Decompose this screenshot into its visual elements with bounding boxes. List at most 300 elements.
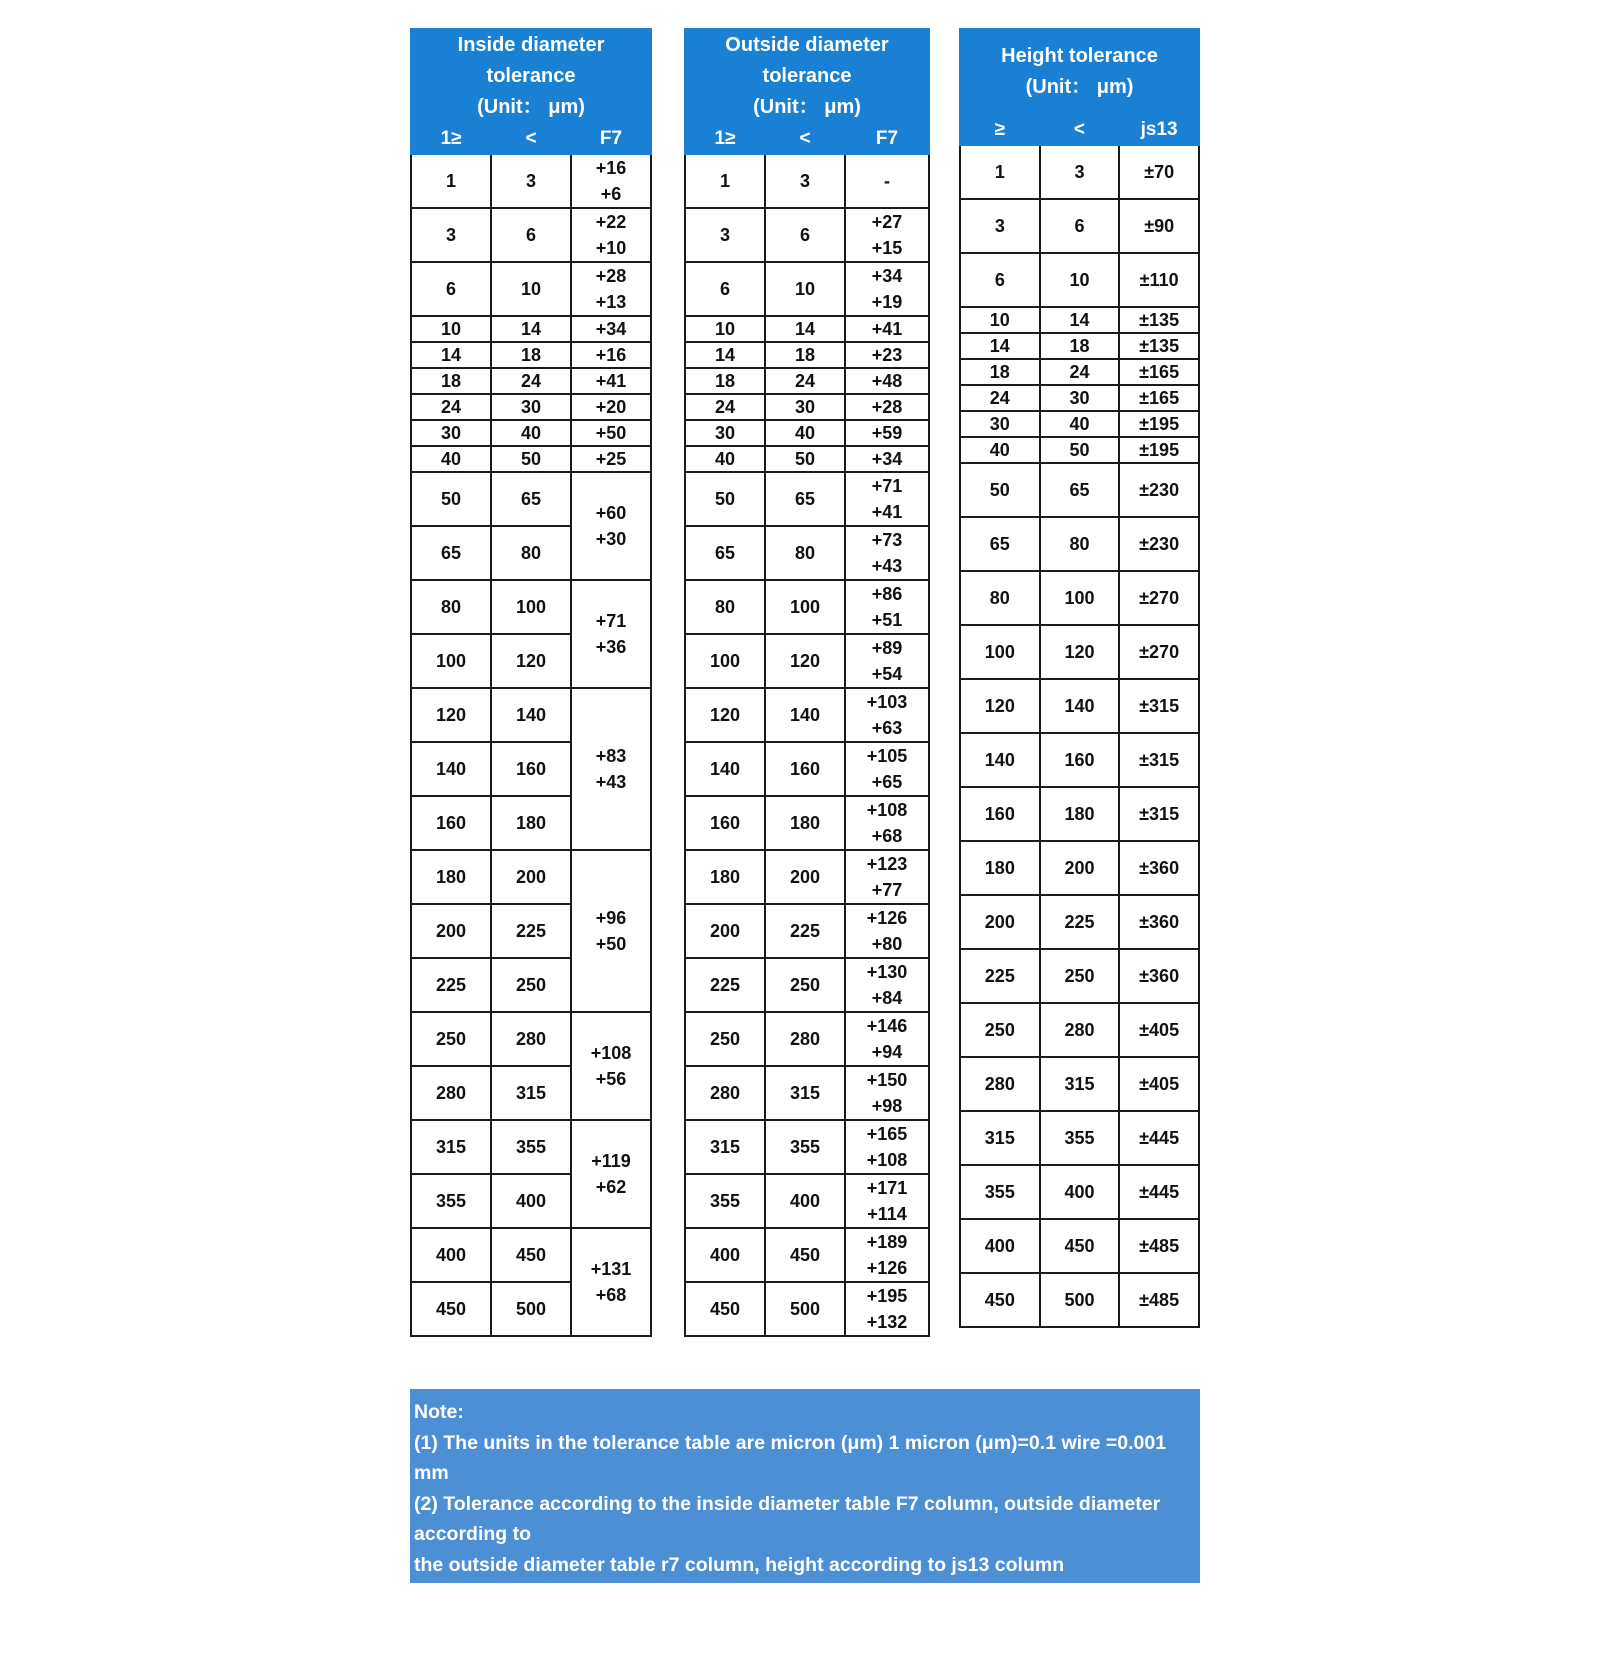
tolerance-cell: ±405 (1119, 1003, 1199, 1057)
range-to-cell: 450 (1040, 1219, 1120, 1273)
tolerance-cell (845, 634, 929, 688)
range-to-cell: 120 (491, 634, 571, 688)
range-from-cell: 65 (685, 526, 765, 580)
table-row (960, 787, 1199, 841)
tolerance-cell (571, 1228, 651, 1336)
table-row (960, 385, 1199, 411)
height-table-body (960, 145, 1199, 1327)
table-row (685, 262, 929, 316)
upper-deviation: +83 (595, 746, 627, 766)
range-from-cell: 120 (960, 679, 1040, 733)
table-row (685, 688, 929, 742)
table-row (685, 316, 929, 342)
range-from-cell: 50 (411, 472, 491, 526)
tolerance-pair (572, 905, 650, 957)
outside-title-line-1: Outside diameter tolerance (725, 34, 889, 87)
table-row (685, 1066, 929, 1120)
lower-deviation: +84 (871, 988, 903, 1008)
upper-deviation: +71 (871, 476, 903, 496)
outside-table-title (685, 29, 929, 124)
lower-deviation: +80 (871, 934, 903, 954)
range-to-cell: 315 (765, 1066, 845, 1120)
range-to-cell: 355 (491, 1120, 571, 1174)
range-to-cell: 30 (491, 394, 571, 420)
tolerance-pair (846, 473, 928, 525)
tolerance-cell: ±485 (1119, 1273, 1199, 1327)
upper-deviation: +108 (866, 800, 908, 820)
range-to-cell: 180 (765, 796, 845, 850)
upper-deviation: +171 (866, 1178, 908, 1198)
tolerance-cell: ±230 (1119, 463, 1199, 517)
range-to-cell: 140 (1040, 679, 1120, 733)
table-row (685, 850, 929, 904)
tolerance-pair (572, 1148, 650, 1200)
range-from-cell: 40 (960, 437, 1040, 463)
upper-deviation: +150 (866, 1070, 908, 1090)
tolerance-cell: +20 (571, 394, 651, 420)
range-to-cell: 200 (765, 850, 845, 904)
range-to-cell: 280 (765, 1012, 845, 1066)
tolerance-cell: +59 (845, 420, 929, 446)
tolerance-pair (846, 209, 928, 261)
lower-deviation: +36 (595, 637, 627, 657)
table-row (960, 949, 1199, 1003)
table-row (411, 1228, 651, 1282)
range-to-cell: 160 (1040, 733, 1120, 787)
range-from-cell: 225 (411, 958, 491, 1012)
lower-deviation: +108 (866, 1150, 908, 1170)
table-row (960, 359, 1199, 385)
inside-title-line-1: Inside diameter tolerance (457, 34, 605, 87)
upper-deviation: +86 (871, 584, 903, 604)
upper-deviation: +130 (866, 962, 908, 982)
range-from-cell: 250 (685, 1012, 765, 1066)
lower-deviation: +132 (866, 1312, 908, 1332)
range-to-cell: 500 (491, 1282, 571, 1336)
inside-col-lt: < (491, 124, 571, 154)
tolerance-cell: ±195 (1119, 437, 1199, 463)
range-to-cell: 160 (765, 742, 845, 796)
range-from-cell: 450 (685, 1282, 765, 1336)
tolerance-cell: ±165 (1119, 385, 1199, 411)
table-row (960, 571, 1199, 625)
range-from-cell: 180 (411, 850, 491, 904)
range-from-cell: 180 (685, 850, 765, 904)
note-line-1: (1) The units in the tolerance table are micron (μm) 1 micron (μm)=0.1 wire =0.001 mm (414, 1431, 1167, 1484)
range-to-cell: 10 (491, 262, 571, 316)
range-to-cell: 65 (1040, 463, 1120, 517)
tolerance-pair (846, 905, 928, 957)
table-row (960, 841, 1199, 895)
range-from-cell: 30 (960, 411, 1040, 437)
range-from-cell: 24 (411, 394, 491, 420)
range-to-cell: 315 (1040, 1057, 1120, 1111)
tolerance-cell (845, 1066, 929, 1120)
lower-deviation: +77 (871, 880, 903, 900)
lower-deviation: +30 (595, 529, 627, 549)
range-to-cell: 280 (1040, 1003, 1120, 1057)
range-from-cell: 250 (411, 1012, 491, 1066)
range-to-cell: 14 (491, 316, 571, 342)
tolerance-cell (845, 1228, 929, 1282)
table-row (411, 850, 651, 904)
tolerance-cell: ±360 (1119, 841, 1199, 895)
outside-col-ge: 1≥ (685, 124, 765, 154)
lower-deviation: +51 (871, 610, 903, 630)
range-from-cell: 315 (685, 1120, 765, 1174)
tolerance-pair (572, 500, 650, 552)
range-to-cell: 120 (1040, 625, 1120, 679)
inside-table-title (411, 29, 651, 124)
range-from-cell: 180 (960, 841, 1040, 895)
tolerance-cell: +28 (845, 394, 929, 420)
range-from-cell: 80 (685, 580, 765, 634)
inside-diameter-table (410, 28, 652, 1337)
range-from-cell: 18 (960, 359, 1040, 385)
range-to-cell: 14 (1040, 307, 1120, 333)
range-from-cell: 10 (685, 316, 765, 342)
table-row (685, 420, 929, 446)
range-from-cell: 400 (685, 1228, 765, 1282)
table-row (685, 394, 929, 420)
tolerance-cell: ±110 (1119, 253, 1199, 307)
upper-deviation: +27 (871, 212, 903, 232)
upper-deviation: +105 (866, 746, 908, 766)
tolerance-cell: ±90 (1119, 199, 1199, 253)
table-row (411, 368, 651, 394)
tolerance-pair (846, 1121, 928, 1173)
table-row (960, 145, 1199, 199)
range-to-cell: 100 (491, 580, 571, 634)
note-box (410, 1389, 1200, 1667)
outside-title-line-2: (Unit： μm) (753, 96, 861, 118)
range-to-cell: 3 (491, 154, 571, 208)
range-from-cell: 14 (685, 342, 765, 368)
table-row (411, 262, 651, 316)
outside-col-tol: F7 (845, 124, 929, 154)
height-col-ge: ≥ (960, 115, 1040, 145)
note-line-2a: (2) Tolerance according to the inside diameter table F7 column, outside diameter according to (414, 1492, 1161, 1545)
upper-deviation: +34 (871, 266, 903, 286)
range-from-cell: 160 (411, 796, 491, 850)
range-from-cell: 65 (411, 526, 491, 580)
tolerance-pair (846, 1229, 928, 1281)
range-to-cell: 50 (1040, 437, 1120, 463)
range-from-cell: 40 (685, 446, 765, 472)
tolerance-pair (846, 1283, 928, 1335)
range-to-cell: 6 (1040, 199, 1120, 253)
upper-deviation: +71 (595, 611, 627, 631)
table-row (960, 199, 1199, 253)
range-to-cell: 10 (1040, 253, 1120, 307)
height-table (959, 28, 1200, 1328)
table-row (685, 1012, 929, 1066)
note-heading: Note: (414, 1401, 464, 1423)
lower-deviation: +68 (871, 826, 903, 846)
range-from-cell: 140 (685, 742, 765, 796)
range-to-cell: 200 (491, 850, 571, 904)
upper-deviation: +119 (591, 1151, 631, 1171)
tolerance-cell (845, 472, 929, 526)
range-from-cell: 280 (960, 1057, 1040, 1111)
tolerance-pair (572, 209, 650, 261)
table-row (411, 446, 651, 472)
range-to-cell: 65 (765, 472, 845, 526)
tolerance-pair (846, 1175, 928, 1227)
lower-deviation: +65 (871, 772, 903, 792)
upper-deviation: +165 (866, 1124, 908, 1144)
tolerance-cell (571, 1012, 651, 1120)
tolerance-cell: +34 (571, 316, 651, 342)
range-from-cell: 100 (685, 634, 765, 688)
range-from-cell: 200 (685, 904, 765, 958)
upper-deviation: +96 (595, 908, 627, 928)
tolerance-cell: - (845, 154, 929, 208)
tolerance-pair (846, 851, 928, 903)
upper-deviation: +73 (871, 530, 903, 550)
inside-col-ge: 1≥ (411, 124, 491, 154)
tolerance-cell (571, 208, 651, 262)
table-row (960, 1165, 1199, 1219)
tolerance-cell (571, 1120, 651, 1228)
table-row (685, 526, 929, 580)
range-to-cell: 250 (491, 958, 571, 1012)
table-row (685, 154, 929, 208)
range-from-cell: 120 (685, 688, 765, 742)
range-to-cell: 10 (765, 262, 845, 316)
tolerance-cell: ±270 (1119, 571, 1199, 625)
range-to-cell: 200 (1040, 841, 1120, 895)
upper-deviation: +28 (595, 266, 627, 286)
range-from-cell: 3 (685, 208, 765, 262)
range-to-cell: 450 (491, 1228, 571, 1282)
inside-col-tol: F7 (571, 124, 651, 154)
tolerance-cell: +34 (845, 446, 929, 472)
range-to-cell: 80 (1040, 517, 1120, 571)
range-from-cell: 40 (411, 446, 491, 472)
inside-table-body (411, 154, 651, 1336)
note-line-2b: the outside diameter table r7 column, height according to js13 column (414, 1553, 1065, 1576)
tolerance-cell: ±70 (1119, 145, 1199, 199)
tolerance-cell (845, 1120, 929, 1174)
range-from-cell: 50 (685, 472, 765, 526)
range-to-cell: 80 (765, 526, 845, 580)
range-from-cell: 1 (685, 154, 765, 208)
table-row (685, 904, 929, 958)
range-to-cell: 40 (491, 420, 571, 446)
height-title-line-2: (Unit： μm) (1025, 76, 1134, 98)
range-from-cell: 6 (411, 262, 491, 316)
tolerance-cell (845, 796, 929, 850)
range-from-cell: 3 (960, 199, 1040, 253)
range-to-cell: 180 (491, 796, 571, 850)
range-to-cell: 355 (1040, 1111, 1120, 1165)
tolerance-pair (846, 689, 928, 741)
table-row (685, 1174, 929, 1228)
range-from-cell: 1 (960, 145, 1040, 199)
lower-deviation: +43 (871, 556, 903, 576)
range-to-cell: 450 (765, 1228, 845, 1282)
range-from-cell: 315 (411, 1120, 491, 1174)
range-from-cell: 280 (411, 1066, 491, 1120)
range-from-cell: 250 (960, 1003, 1040, 1057)
range-from-cell: 100 (960, 625, 1040, 679)
range-to-cell: 3 (1040, 145, 1120, 199)
tolerance-cell: ±360 (1119, 895, 1199, 949)
upper-deviation: +89 (871, 638, 903, 658)
table-row (411, 472, 651, 526)
range-from-cell: 10 (960, 307, 1040, 333)
tolerance-cell: +23 (845, 342, 929, 368)
lower-deviation: +126 (866, 1258, 908, 1278)
tolerance-pair (846, 743, 928, 795)
table-row (960, 463, 1199, 517)
tolerance-pair (846, 959, 928, 1011)
outside-table-body (685, 154, 929, 1336)
tolerance-cell: ±135 (1119, 333, 1199, 359)
range-to-cell: 160 (491, 742, 571, 796)
range-from-cell: 120 (411, 688, 491, 742)
range-to-cell: 120 (765, 634, 845, 688)
table-row (685, 634, 929, 688)
table-row (960, 1057, 1199, 1111)
lower-deviation: +98 (871, 1096, 903, 1116)
table-row (411, 580, 651, 634)
lower-deviation: +68 (595, 1285, 627, 1305)
table-row (411, 316, 651, 342)
range-to-cell: 250 (765, 958, 845, 1012)
range-to-cell: 225 (491, 904, 571, 958)
tolerance-sheet (410, 28, 1200, 1667)
lower-deviation: +50 (595, 934, 627, 954)
table-row (685, 446, 929, 472)
table-row (960, 1111, 1199, 1165)
range-to-cell: 18 (491, 342, 571, 368)
range-from-cell: 24 (960, 385, 1040, 411)
range-to-cell: 100 (1040, 571, 1120, 625)
range-to-cell: 18 (1040, 333, 1120, 359)
range-to-cell: 180 (1040, 787, 1120, 841)
tolerance-pair (572, 608, 650, 660)
range-from-cell: 1 (411, 154, 491, 208)
table-row (685, 208, 929, 262)
tolerance-pair (572, 263, 650, 315)
tolerance-cell (571, 850, 651, 1012)
upper-deviation: +60 (595, 503, 627, 523)
tolerance-cell (845, 1174, 929, 1228)
range-from-cell: 400 (960, 1219, 1040, 1273)
lower-deviation: +94 (871, 1042, 903, 1062)
table-row (411, 394, 651, 420)
tolerance-cell: +25 (571, 446, 651, 472)
range-to-cell: 6 (491, 208, 571, 262)
range-to-cell: 40 (765, 420, 845, 446)
range-from-cell: 65 (960, 517, 1040, 571)
table-row (960, 411, 1199, 437)
tolerance-pair (572, 743, 650, 795)
range-to-cell: 3 (765, 154, 845, 208)
tolerance-cell: ±405 (1119, 1057, 1199, 1111)
table-row (960, 625, 1199, 679)
range-from-cell: 6 (685, 262, 765, 316)
lower-deviation: +63 (871, 718, 903, 738)
upper-deviation: +16 (595, 158, 627, 178)
upper-deviation: +131 (590, 1259, 632, 1279)
tolerance-cell: ±315 (1119, 679, 1199, 733)
range-to-cell: 225 (1040, 895, 1120, 949)
tolerance-pair (846, 581, 928, 633)
tolerance-cell: ±135 (1119, 307, 1199, 333)
table-row (685, 742, 929, 796)
range-from-cell: 80 (411, 580, 491, 634)
tolerance-pair (846, 797, 928, 849)
tolerance-cell (845, 742, 929, 796)
range-from-cell: 50 (960, 463, 1040, 517)
range-from-cell: 140 (411, 742, 491, 796)
tolerance-cell: ±315 (1119, 733, 1199, 787)
range-to-cell: 24 (765, 368, 845, 394)
table-row (685, 1228, 929, 1282)
table-row (685, 472, 929, 526)
range-from-cell: 80 (960, 571, 1040, 625)
lower-deviation: +6 (600, 184, 622, 204)
range-from-cell: 355 (685, 1174, 765, 1228)
tolerance-cell: +41 (845, 316, 929, 342)
table-row (685, 580, 929, 634)
outside-col-lt: < (765, 124, 845, 154)
range-from-cell: 14 (411, 342, 491, 368)
lower-deviation: +54 (871, 664, 903, 684)
range-from-cell: 3 (411, 208, 491, 262)
range-to-cell: 50 (765, 446, 845, 472)
note-line-3b: Outer diameter: 0.019mm~0.034mm;Length: -0.135mm~+0.135mm (414, 1645, 1023, 1667)
table-row (411, 208, 651, 262)
lower-deviation: +114 (867, 1204, 907, 1224)
range-to-cell: 140 (491, 688, 571, 742)
tolerance-cell: ±195 (1119, 411, 1199, 437)
tolerance-cell: ±445 (1119, 1165, 1199, 1219)
range-from-cell: 400 (411, 1228, 491, 1282)
lower-deviation: +19 (871, 292, 903, 312)
tolerance-cell (571, 154, 651, 208)
range-to-cell: 140 (765, 688, 845, 742)
table-row (960, 1273, 1199, 1327)
table-row (685, 368, 929, 394)
table-row (411, 688, 651, 742)
tolerance-pair (846, 527, 928, 579)
table-row (411, 154, 651, 208)
table-row (960, 1003, 1199, 1057)
table-row (411, 1012, 651, 1066)
note-line-3a: (3) For example, powder metallurgy 04*08*12 inner diameter tolerance is: 0.01mm~0.022mm; (414, 1584, 1089, 1637)
tolerance-tables (410, 28, 1200, 1389)
range-to-cell: 400 (765, 1174, 845, 1228)
range-from-cell: 24 (685, 394, 765, 420)
tolerance-cell: ±445 (1119, 1111, 1199, 1165)
inside-title-line-2: (Unit： μm) (477, 96, 585, 118)
range-from-cell: 6 (960, 253, 1040, 307)
range-to-cell: 50 (491, 446, 571, 472)
tolerance-pair (572, 1040, 650, 1092)
range-to-cell: 225 (765, 904, 845, 958)
table-row (960, 733, 1199, 787)
range-from-cell: 160 (960, 787, 1040, 841)
tolerance-cell: ±230 (1119, 517, 1199, 571)
tolerance-pair (572, 155, 650, 207)
tolerance-pair (572, 1256, 650, 1308)
range-from-cell: 200 (960, 895, 1040, 949)
lower-deviation: +56 (595, 1069, 627, 1089)
